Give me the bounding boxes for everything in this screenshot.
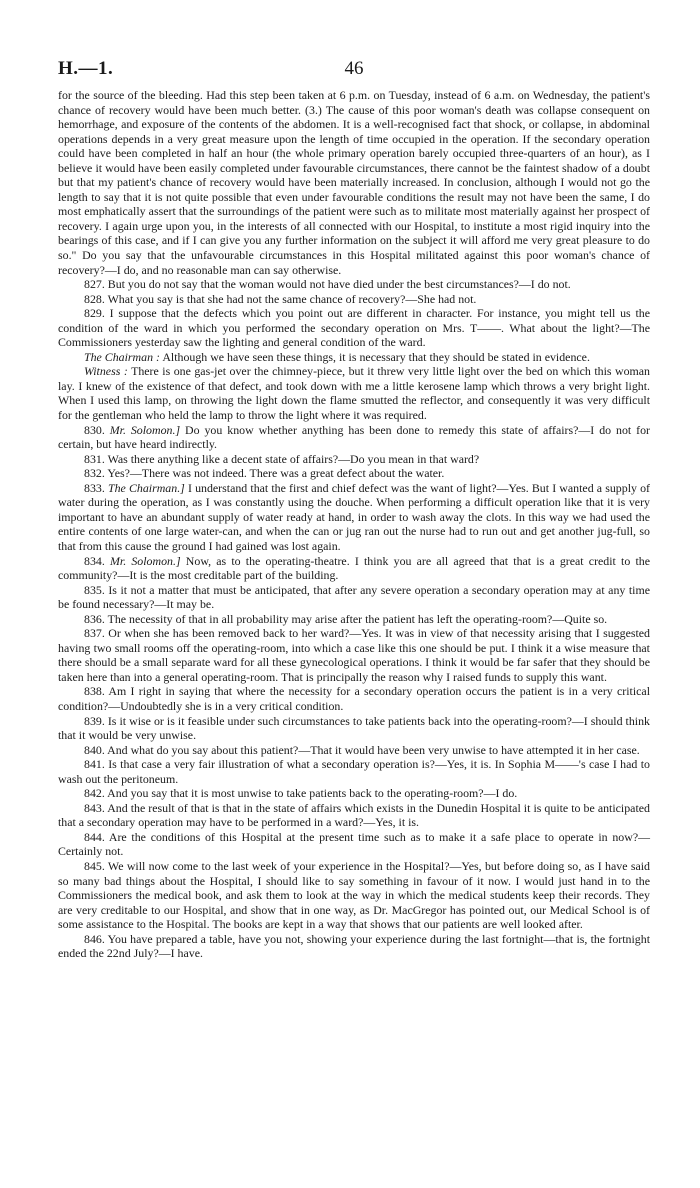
paragraph [58,801,650,830]
paragraph [58,350,650,365]
paragraph-text: 843. And the result of that is that in the state of affairs which exists in the Dunedin Hospital it is quite to be anticipated that a secondary operation may have to be performed in a ward?—Yes, it is. [58,800,650,830]
paragraph-text: I understand that the first and chief defect was the want of light?—Yes. But I wanted a supply of water during the operation, as I was constantly using the douche. When performing a difficult operation like that it is very important to have an abundant supply of water ready at hand, in order to wash away the clots. In this way we had used the entire contents of one large water-can, and when the can or jug ran out the nurse had to run out and get another jug-full, so that from this cause the ground I had gained was lost again. [58,480,650,553]
paragraph-text: Now, as to the operating-theatre. I think you are all agreed that that is a great credit to the community?—It is the most creditable part of the building. [58,553,650,583]
paragraph [58,452,650,467]
page-number: 46 [344,58,364,79]
speaker-label: Mr. Solomon.] [109,422,181,437]
speaker-label: The Chairman.] [107,480,185,495]
evidence-text [58,88,650,961]
question-number: 830. [84,422,110,437]
paragraph-text: 828. What you say is that she had not the same chance of recovery?—She had not. [84,291,477,306]
paragraph-text: 829. I suppose that the defects which you point out are different in character. For instance, you might tell us the condition of the ward in which you performed the secondary operation on Mrs. T——. What about the light?—The Commissioners yesterday saw the lighting and general condition of the ward. [58,306,650,350]
paragraph-text: Although we have seen these things, it is necessary that they should be stated in evidence. [162,349,590,364]
speaker-label: Witness : [84,364,128,379]
paragraph-text: 840. And what do you say about this patient?—That it would have been very unwise to have attempted it in her case. [84,742,640,757]
document-reference: H.—1. [58,58,114,79]
paragraph-text: 844. Are the conditions of this Hospital at the present time such as to make it a safe place to operate in now?—Certainly not. [58,829,650,859]
paragraph-text: There is one gas-jet over the chimney-piece, but it threw very little light over the bed on which this woman lay. I knew of the existence of that defect, and took down with me a little kerosene lamp which throws a very bright light. When I used this lamp, on throwing the light down the flame smutted the reflector, and consequently it was very difficult for the gentleman who held the lamp to throw the light where it was required. [58,364,650,423]
paragraph [58,364,650,422]
paragraph [58,554,650,583]
paragraph [58,626,650,684]
speaker-label: Mr. Solomon.] [110,553,181,568]
paragraph-text: 836. The necessity of that in all probability may arise after the patient has left the operating-room?—Quite so. [84,611,608,626]
paragraph-text: 845. We will now come to the last week of your experience in the Hospital?—Yes, but before doing so, as I have said so many bad things about the Hospital, I should like to say something in favour of it now. I would just hand in to the Commissioners the medical book, and ask them to look at the way in which the medical students keep their records. They are very creditable to our Hospital, and show that in one way, as Dr. MacGregor has pointed out, our Medical School is of some assistance to the Hospital. The books are kept in a way that shows that our patients are well looked after. [58,858,650,932]
paragraph [58,743,650,758]
paragraph [58,292,650,307]
paragraph [58,786,650,801]
paragraph [58,612,650,627]
paragraph-text: 846. You have prepared a table, have you not, showing your experience during the last fortnight—that is, the fortnight ended the 22nd July?—I have. [58,931,650,961]
question-number: 833. [84,480,108,495]
paragraph [58,932,650,961]
paragraph [58,859,650,932]
paragraph-text: 842. And you say that it is most unwise to take patients back to the operating-room?—I do. [84,786,518,801]
paragraph [58,481,650,554]
paragraph-text: 841. Is that case a very fair illustration of what a secondary operation is?—Yes, it is. In Sophia M——'s case I had to wash out the peritoneum. [58,757,650,786]
paragraph [58,714,650,743]
page-header [58,58,650,88]
question-number: 834. [84,553,110,568]
paragraph [58,466,650,481]
speaker-label: The Chairman : [84,349,160,364]
paragraph-text: 832. Yes?—There was not indeed. There was a great defect about the water. [84,466,445,481]
paragraph [58,277,650,292]
paragraph [58,684,650,713]
paragraph [58,583,650,612]
paragraph-text: 837. Or when she has been removed back to her ward?—Yes. It was in view of that necessity arising that I suggested having two small rooms off the operating-room, into which a case like this one should be put. I think it a wise measure that there should be a small separate ward for all these gynecological operations. I think it would be far safer that they should be taken here than into a general operating-room. That is principally the reason why I raised funds to supply this want. [58,626,650,684]
paragraph-text: Do you know whether anything has been done to remedy this state of affairs?—I do not for certain, but have heard indirectly. [58,422,650,452]
paragraph [58,423,650,452]
paragraph [58,830,650,859]
paragraph-text: 831. Was there anything like a decent state of affairs?—Do you mean in that ward? [84,451,480,466]
paragraph-text: 838. Am I right in saying that where the necessity for a secondary operation occurs the patient is in a very critical condition?—Undoubtedly she is in a very critical condition. [58,684,650,713]
paragraph-text: 839. Is it wise or is it feasible under such circumstances to take patients back into the operating-room?—I should think that it would be very unwise. [58,713,650,743]
paragraph-text: 835. Is it not a matter that must be anticipated, that after any severe operation a secondary operation may at any time be found necessary?—It may be. [58,582,650,612]
paragraph [58,88,650,277]
paragraph-text: for the source of the bleeding. Had this step been taken at 6 p.m. on Tuesday, instead of 6 a.m. on Wednesday, the patient's chance of recovery would have been much better. (3.) The cause of this poor woman's death was collapse consequent on hemorrhage, and exposure of the contents of the abdomen. It is a well-recognised fact that shock, or collapse, in abdominal operations depends in a very great measure upon the length of time occupied in the operation. If the secondary operation could have been completed in half an hour (the whole primary operation barely occupied three-quarters of an hour), as I believe it would have been easily completed under favourable circumstances, there cannot be the faintest shadow of a doubt but that my patient's chance of recovery would have been materially increased. In conclusion, although I would not go the length to say that it is not quite possible that even under favourable conditions the result may not have been the same, I do most emphatically assert that the surroundings of the patient were such as to militate most materially against her prospect of recovery. I again urge upon you, in the interests of all connected with our Hospital, to institute a most rigid inquiry into the bearings of this case, and if I can give you any further information on the subject it will afford me very great pleasure to do so." Do you say that the unfavourable circumstances in this Hospital militated against this poor woman's chance of recovery?—I do, and no reasonable man can say otherwise. [58,88,650,277]
paragraph [58,757,650,786]
paragraph-text: 827. But you do not say that the woman would not have died under the best circumstances?—I do not. [84,277,571,292]
paragraph [58,306,650,350]
